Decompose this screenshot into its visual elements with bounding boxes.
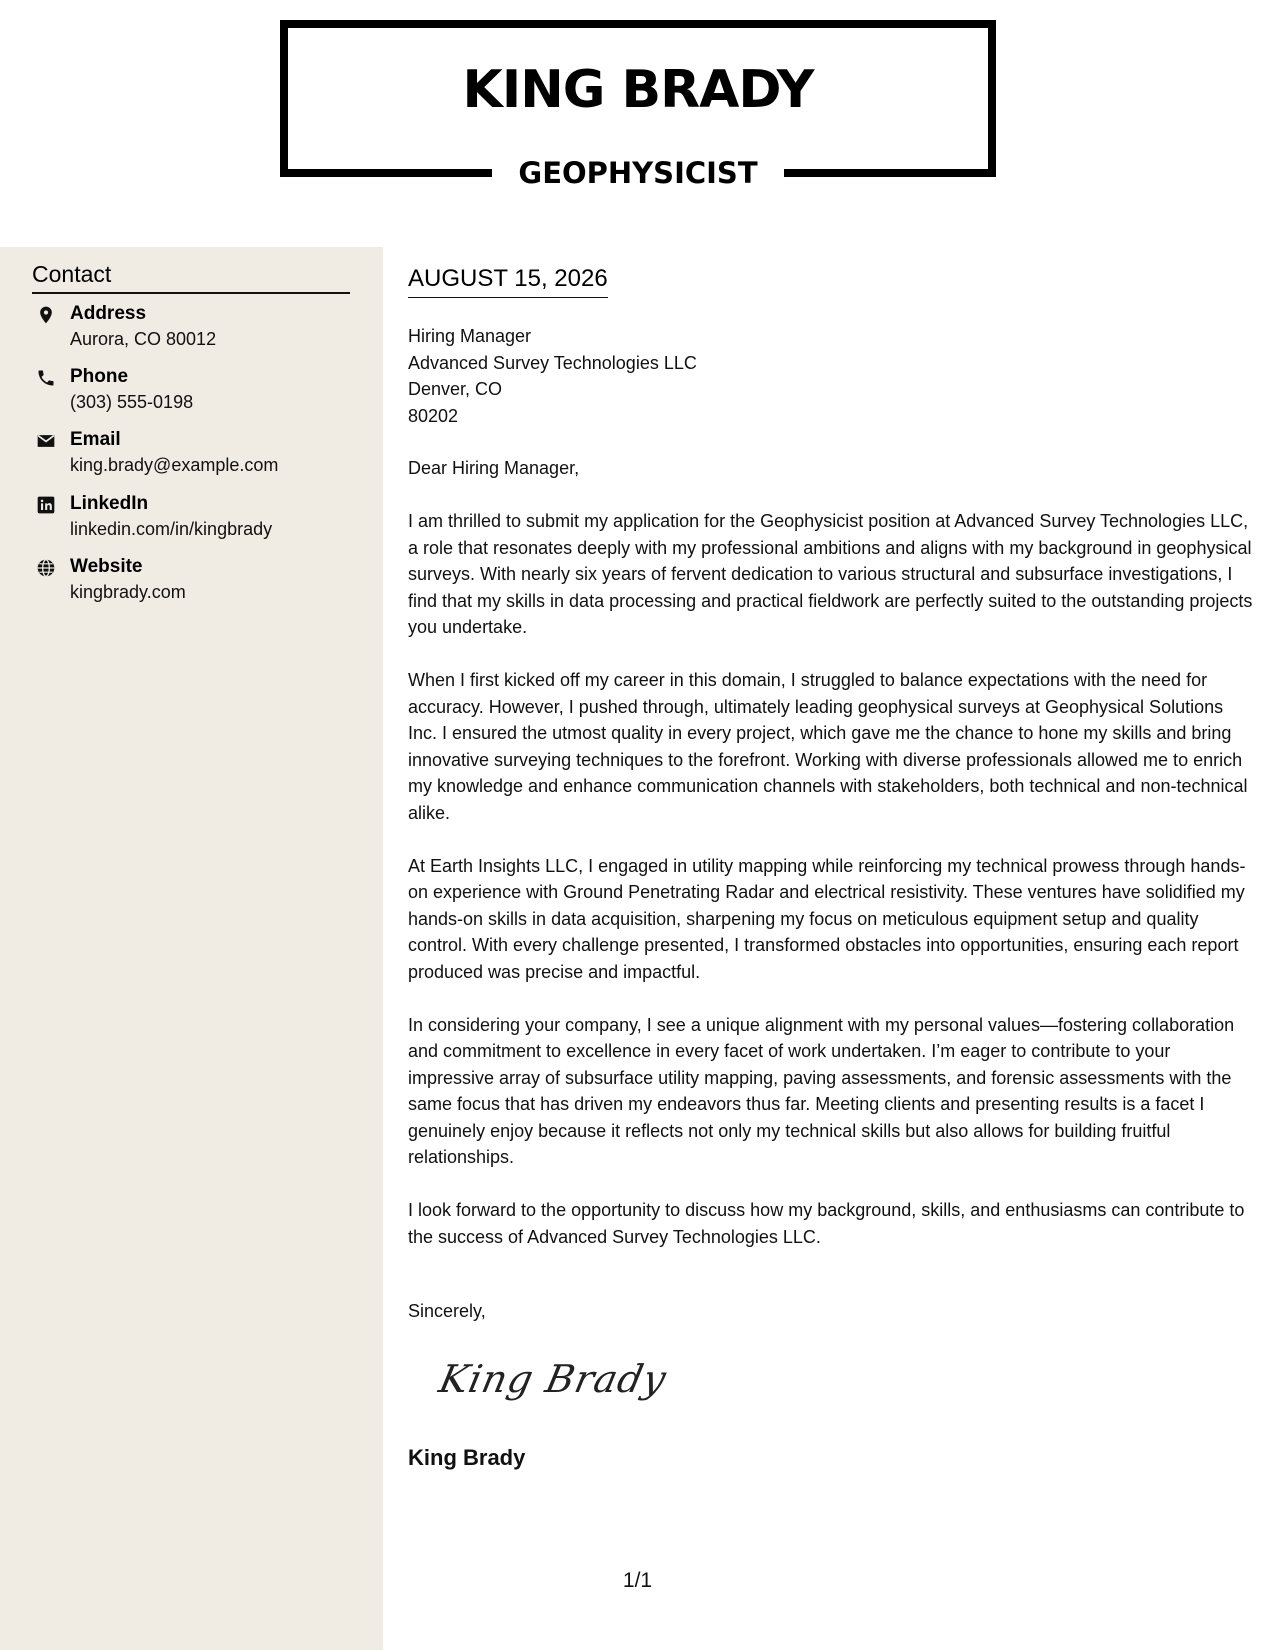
linkedin-icon: [36, 495, 56, 515]
letter-date: AUGUST 15, 2026: [408, 265, 608, 298]
candidate-name: KING BRADY: [462, 60, 814, 120]
recipient-block: [408, 323, 697, 429]
contact-value: kingbrady.com: [70, 582, 186, 602]
contact-label: Website: [70, 556, 143, 577]
globe-icon: [36, 558, 56, 578]
paragraph: I am thrilled to submit my application for the Geophysicist position at Advanced Survey Technologies LLC, a role that resonates deeply with my professional ambitions and aligns with my background in geophysical surveys. With nearly six years of fervent dedication to various structural and subsurface investigations, I find that my skills in data processing and practical fieldwork are perfectly suited to the outstanding projects you undertake.: [408, 511, 1253, 637]
contact-value: linkedin.com/in/kingbrady: [70, 519, 273, 539]
contact-label: Email: [70, 429, 121, 450]
recipient-line: Advanced Survey Technologies LLC: [408, 352, 697, 373]
paragraph: I look forward to the opportunity to discuss how my background, skills, and enthusiasms can contribute to the success of Advanced Survey Technologies LLC.: [408, 1200, 1245, 1247]
paragraph: At Earth Insights LLC, I engaged in utility mapping while reinforcing my technical prowess through hands-on experience with Ground Penetrating Radar and electrical resistivity. These ventures have solidified my hands-on skills in data acquisition, sharpening my focus on meticulous equipment setup and quality control. With every challenge presented, I transformed obstacles into opportunities, ensuring each report produced was precise and impactful.: [408, 855, 1246, 982]
phone-icon: [36, 368, 56, 388]
job-title: GEOPHYSICIST: [518, 156, 758, 190]
salutation: Dear Hiring Manager,: [408, 458, 580, 478]
letter-text: [408, 455, 1253, 1277]
contact-value: king.brady@example.com: [70, 455, 279, 475]
location-pin-icon: [36, 305, 56, 325]
recipient-line: 80202: [408, 405, 459, 426]
recipient-line: Denver, CO: [408, 379, 503, 399]
paragraph: In considering your company, I see a unique alignment with my personal values—fostering collaboration and commitment to excellence in every facet of work undertaken. I’m eager to contribute to your impressive array of subsurface utility mapping, paving assessments, and forensic assessments with the same focus that has driven my endeavors thus far. Meeting clients and presenting results is a facet I genuinely enjoy because it reflects not only my technical skills but also allows for building fruitful relationships.: [408, 1014, 1235, 1167]
sidebar: [0, 247, 383, 1650]
contact-label: LinkedIn: [70, 493, 149, 514]
contact-value: (303) 555-0198: [70, 392, 194, 412]
page-number: 1/1: [622, 1569, 653, 1592]
email-icon: [36, 431, 56, 451]
paragraph: When I first kicked off my career in this domain, I struggled to balance expectations with the need for accuracy. However, I pushed through, ultimately leading geophysical surveys at Geophysical Solutions Inc. I ensured the utmost quality in every project, which gave me the chance to hone my skills and bring innovative surveying techniques to the forefront. Working with diverse professionals allowed me to enrich my knowledge and enhance communication channels with stakeholders, both technical and non-technical alike.: [408, 670, 1248, 823]
contact-heading: Contact: [32, 261, 350, 294]
header-frame: [280, 20, 996, 190]
signature: King Brady: [435, 1357, 671, 1401]
contact-label: Phone: [70, 366, 129, 387]
signer-name: King Brady: [408, 1445, 526, 1470]
recipient-line: Hiring Manager: [408, 326, 532, 346]
contact-value: Aurora, CO 80012: [70, 329, 217, 349]
contact-label: Address: [70, 303, 147, 324]
signoff: Sincerely,: [408, 1301, 486, 1321]
